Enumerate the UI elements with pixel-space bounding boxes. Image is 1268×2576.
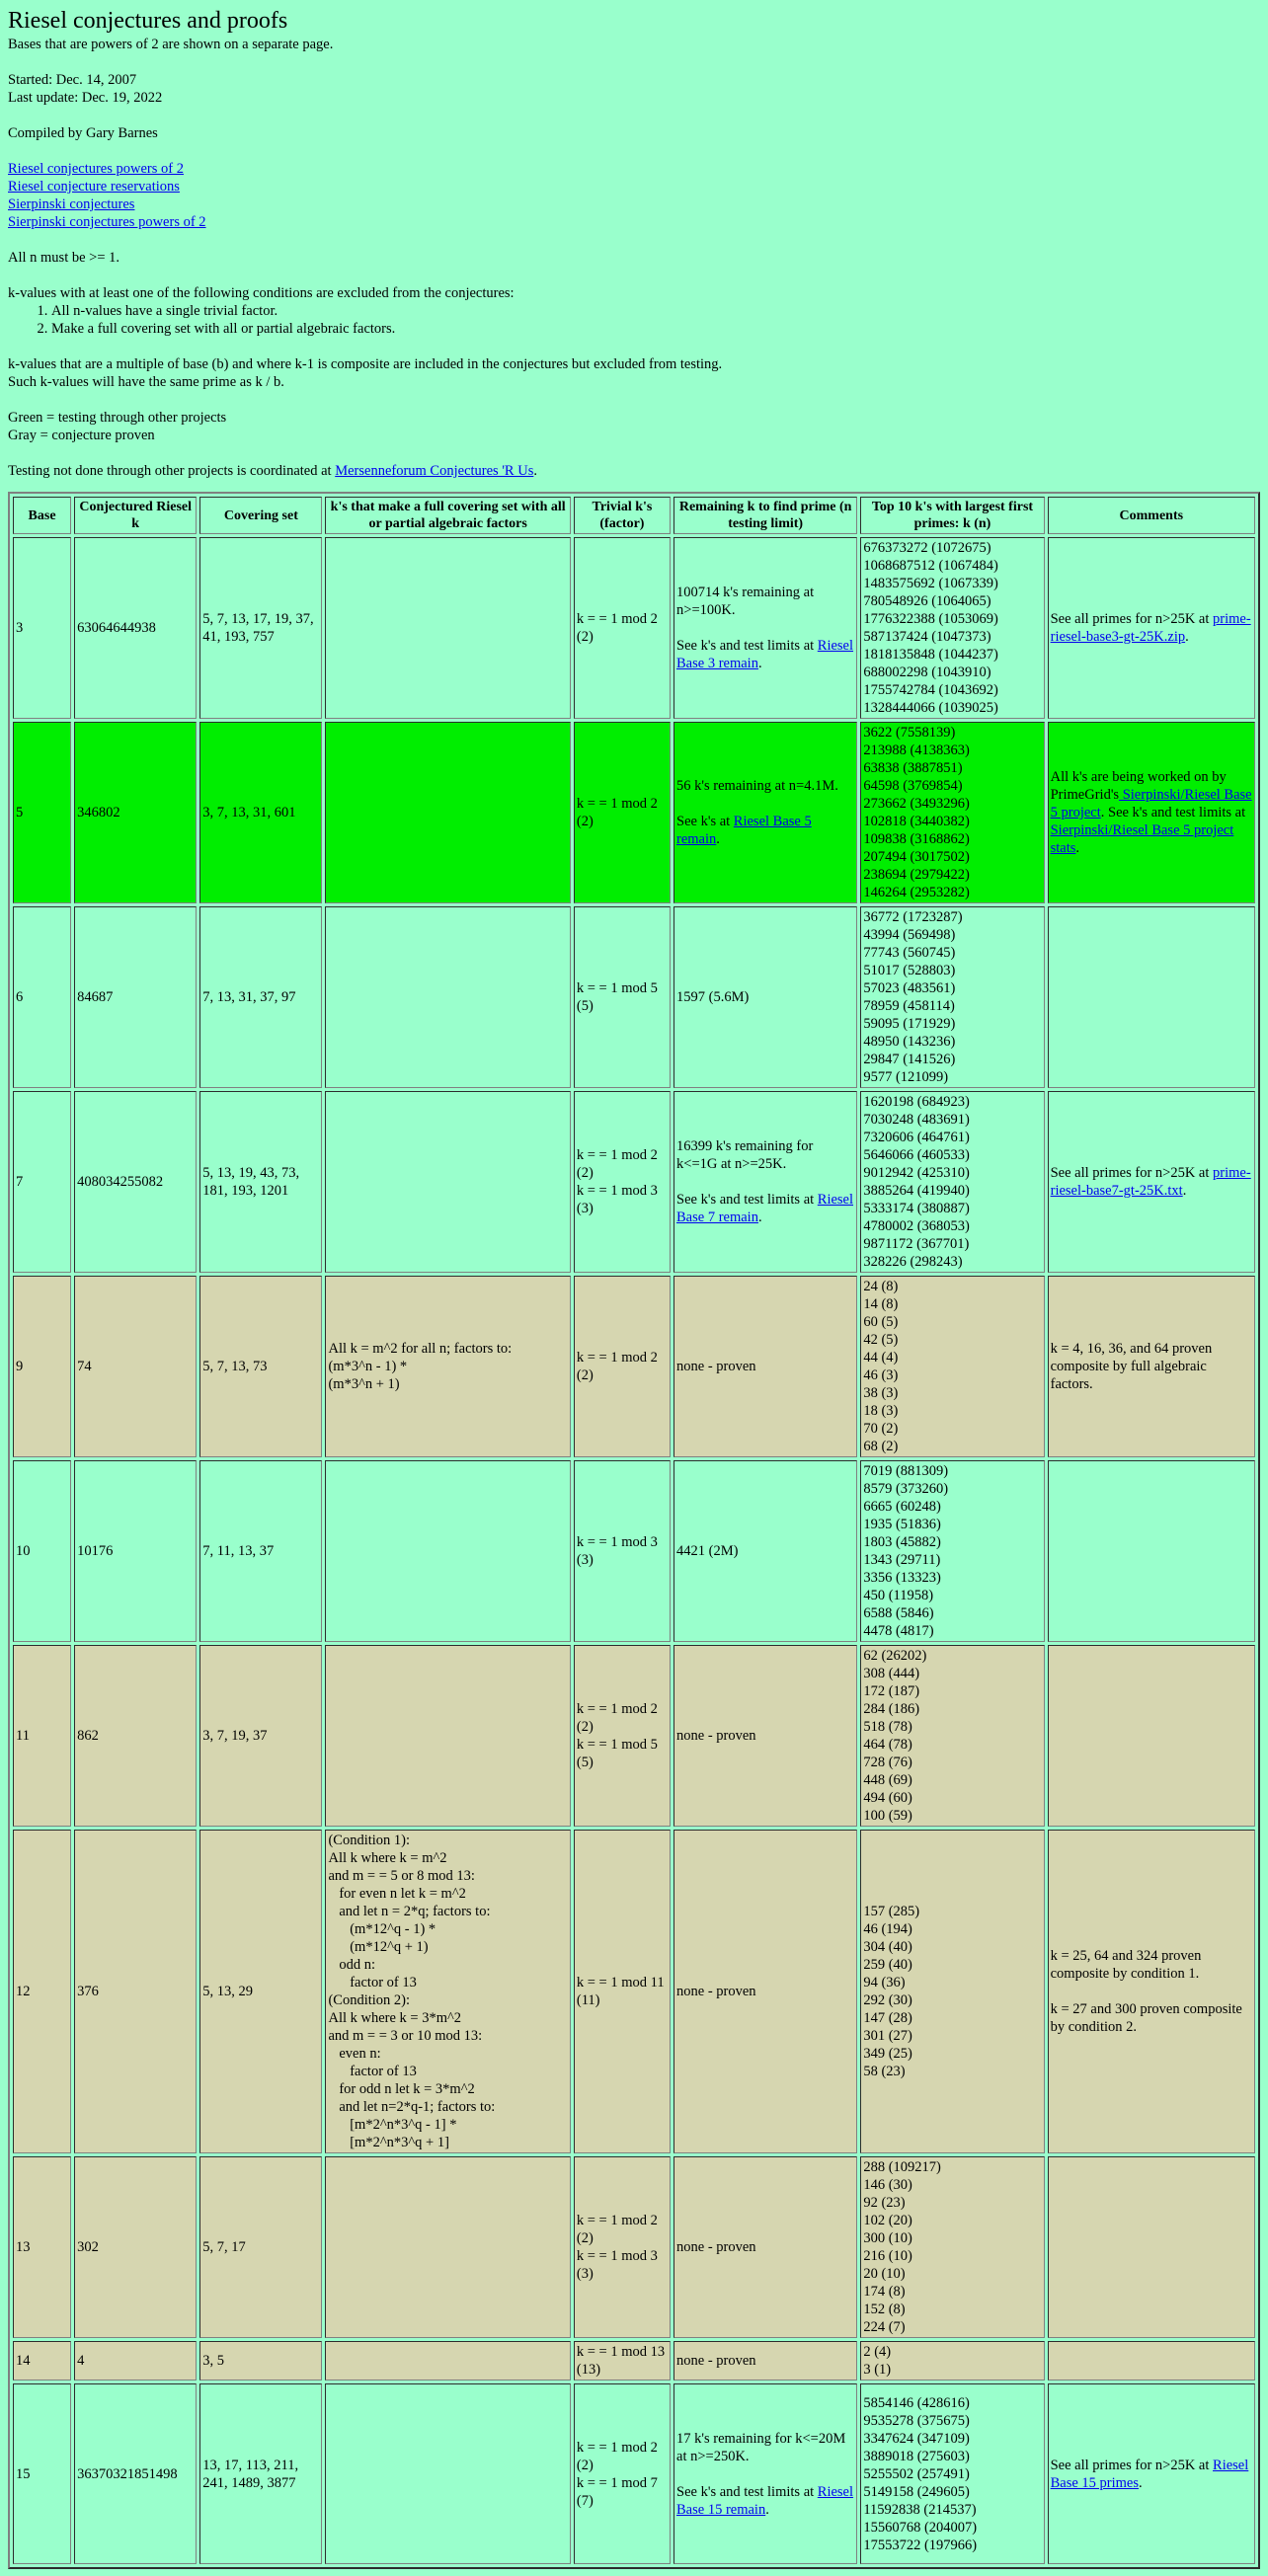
link-remain[interactable]: Riesel Base 3 remain bbox=[676, 638, 854, 671]
cell-remaining: 4421 (2M) bbox=[674, 1460, 857, 1642]
cell-algebraic: All k = m^2 for all n; factors to: (m*3^n - 1) * (m*3^n + 1) bbox=[325, 1276, 570, 1457]
cell-comments bbox=[1048, 1645, 1255, 1827]
legend-green: Green = testing through other projects bbox=[8, 410, 227, 426]
excluded-intro: k-values with at least one of the following conditions are excluded from the conjectures: bbox=[8, 285, 515, 301]
table-row bbox=[13, 1276, 1255, 1457]
cell-comments: All k's are being worked on by PrimeGrid's Sierpinski/Riesel Base 5 project. See k's and test limits at Sierpinski/Riesel Base 5 project stats. bbox=[1048, 722, 1255, 903]
cell-base: 3 bbox=[13, 537, 71, 719]
cell-remaining: 17 k's remaining for k<=20M at n>=250K. See k's and test limits at Riesel Base 15 remain. bbox=[674, 2383, 857, 2564]
cell-base: 11 bbox=[13, 1645, 71, 1827]
cell-k: 408034255082 bbox=[74, 1091, 197, 1273]
cell-remaining: none - proven bbox=[674, 2341, 857, 2381]
link-project-stats[interactable]: Sierpinski/Riesel Base 5 project stats bbox=[1050, 822, 1234, 856]
legend-gray: Gray = conjecture proven bbox=[8, 428, 155, 443]
table-row bbox=[13, 2156, 1255, 2338]
cell-comments: See all primes for n>25K at Riesel Base 15 primes. bbox=[1048, 2383, 1255, 2564]
link-remain[interactable]: Riesel Base 15 remain bbox=[676, 2483, 854, 2518]
cell-k: 36370321851498 bbox=[74, 2383, 197, 2564]
link-primes-file[interactable]: prime-riesel-base7-gt-25K.txt bbox=[1050, 1165, 1251, 1199]
header-remaining: Remaining k to find prime (n testing limit) bbox=[674, 497, 857, 534]
cell-algebraic bbox=[325, 906, 570, 1088]
cell-remaining: 16399 k's remaining for k<=1G at n>=25K. See k's and test limits at Riesel Base 7 remain. bbox=[674, 1091, 857, 1273]
cell-base: 10 bbox=[13, 1460, 71, 1642]
cell-trivial: k = = 1 mod 3 (3) bbox=[574, 1460, 671, 1642]
condition-item: 2. Make a full covering set with all or partial algebraic factors. bbox=[51, 320, 1260, 338]
header-conjectured-k: Conjectured Riesel k bbox=[74, 497, 197, 534]
multiple-note: k-values that are a multiple of base (b) and where k-1 is composite are included in the conjectures but excluded from testing. bbox=[8, 356, 723, 372]
header-base: Base bbox=[13, 497, 71, 534]
cell-trivial: k = = 1 mod 2 (2) k = = 1 mod 5 (5) bbox=[574, 1645, 671, 1827]
table-row bbox=[13, 1091, 1255, 1273]
cell-top10: 24 (8) 14 (8) 60 (5) 42 (5) 44 (4) 46 (3) 38 (3) 18 (3) 70 (2) 68 (2) bbox=[860, 1276, 1044, 1457]
link-primes-file[interactable]: Riesel Base 15 primes bbox=[1050, 2457, 1249, 2491]
cell-remaining: none - proven bbox=[674, 1645, 857, 1827]
cell-k: 74 bbox=[74, 1276, 197, 1457]
cell-trivial: k = = 1 mod 2 (2) k = = 1 mod 7 (7) bbox=[574, 2383, 671, 2564]
header-covering-set: Covering set bbox=[199, 497, 322, 534]
started-date: Started: Dec. 14, 2007 bbox=[8, 72, 137, 88]
cell-comments bbox=[1048, 906, 1255, 1088]
table-header-row bbox=[13, 497, 1255, 534]
page-title: Riesel conjectures and proofs bbox=[8, 8, 288, 34]
cell-trivial: k = = 1 mod 11 (11) bbox=[574, 1830, 671, 2153]
intro-text: Bases that are powers of 2 are shown on a separate page. bbox=[8, 37, 334, 52]
cell-covering: 5, 13, 19, 43, 73, 181, 193, 1201 bbox=[199, 1091, 322, 1273]
cell-base: 14 bbox=[13, 2341, 71, 2381]
cell-covering: 7, 13, 31, 37, 97 bbox=[199, 906, 322, 1088]
cell-algebraic bbox=[325, 2383, 570, 2564]
header-top10: Top 10 k's with largest first primes: k (n) bbox=[860, 497, 1044, 534]
cell-comments: See all primes for n>25K at prime-riesel-base7-gt-25K.txt. bbox=[1048, 1091, 1255, 1273]
cell-top10: 676373272 (1072675) 1068687512 (1067484) 1483575692 (1067339) 780548926 (1064065) 1776322388 (1053069) 587137424 (1047373) 1818135848 (1044237) 688002298 (1043910) 1755742784 (1043692) 1328444066 (1039025) bbox=[860, 537, 1044, 719]
cell-k: 4 bbox=[74, 2341, 197, 2381]
cell-base: 5 bbox=[13, 722, 71, 903]
cell-remaining: none - proven bbox=[674, 1276, 857, 1457]
cell-k: 84687 bbox=[74, 906, 197, 1088]
cell-k: 376 bbox=[74, 1830, 197, 2153]
cell-base: 9 bbox=[13, 1276, 71, 1457]
all-n-note: All n must be >= 1. bbox=[8, 250, 120, 266]
table-row bbox=[13, 906, 1255, 1088]
cell-trivial: k = = 1 mod 5 (5) bbox=[574, 906, 671, 1088]
cell-comments: k = 25, 64 and 324 proven composite by condition 1. k = 27 and 300 proven composite by condition 2. bbox=[1048, 1830, 1255, 2153]
cell-remaining: 100714 k's remaining at n>=100K. See k's and test limits at Riesel Base 3 remain. bbox=[674, 537, 857, 719]
cell-covering: 5, 13, 29 bbox=[199, 1830, 322, 2153]
link-primegrid-project[interactable]: Sierpinski/Riesel Base 5 project bbox=[1050, 787, 1252, 820]
link-riesel-reservations[interactable]: Riesel conjecture reservations bbox=[8, 179, 180, 195]
cell-trivial: k = = 1 mod 13 (13) bbox=[574, 2341, 671, 2381]
cell-k: 302 bbox=[74, 2156, 197, 2338]
cell-top10: 7019 (881309) 8579 (373260) 6665 (60248) 1935 (51836) 1803 (45882) 1343 (29711) 3356 (13323) 450 (11958) 6588 (5846) 4478 (4817) bbox=[860, 1460, 1044, 1642]
cell-covering: 5, 7, 13, 17, 19, 37, 41, 193, 757 bbox=[199, 537, 322, 719]
cell-base: 7 bbox=[13, 1091, 71, 1273]
cell-covering: 7, 11, 13, 37 bbox=[199, 1460, 322, 1642]
cell-algebraic bbox=[325, 1460, 570, 1642]
link-remain[interactable]: Riesel Base 7 remain bbox=[676, 1192, 854, 1225]
conditions-list bbox=[34, 302, 1260, 338]
table-row bbox=[13, 537, 1255, 719]
cell-remaining: 56 k's remaining at n=4.1M. See k's at Riesel Base 5 remain. bbox=[674, 722, 857, 903]
cell-remaining: none - proven bbox=[674, 1830, 857, 2153]
cell-covering: 3, 7, 13, 31, 601 bbox=[199, 722, 322, 903]
cell-remaining: 1597 (5.6M) bbox=[674, 906, 857, 1088]
cell-covering: 13, 17, 113, 211, 241, 1489, 3877 bbox=[199, 2383, 322, 2564]
cell-top10: 1620198 (684923) 7030248 (483691) 7320606 (464761) 5646066 (460533) 9012942 (425310) 3885264 (419940) 5333174 (380887) 4780002 (368053) 9871172 (367701) 328226 (298243) bbox=[860, 1091, 1044, 1273]
cell-comments bbox=[1048, 2156, 1255, 2338]
cell-k: 346802 bbox=[74, 722, 197, 903]
cell-base: 15 bbox=[13, 2383, 71, 2564]
cell-algebraic bbox=[325, 722, 570, 903]
conjectures-table bbox=[8, 492, 1260, 2569]
cell-comments bbox=[1048, 2341, 1255, 2381]
cell-algebraic bbox=[325, 2156, 570, 2338]
table-row bbox=[13, 1460, 1255, 1642]
cell-k: 862 bbox=[74, 1645, 197, 1827]
link-riesel-powers-of-2[interactable]: Riesel conjectures powers of 2 bbox=[8, 161, 184, 177]
cell-k: 63064644938 bbox=[74, 537, 197, 719]
cell-top10: 5854146 (428616) 9535278 (375675) 3347624 (347109) 3889018 (275603) 5255502 (257491) 5149158 (249605) 11592838 (214537) 15560768 (204007) 17553722 (197966) bbox=[860, 2383, 1044, 2564]
header-comments: Comments bbox=[1048, 497, 1255, 534]
cell-trivial: k = = 1 mod 2 (2) k = = 1 mod 3 (3) bbox=[574, 2156, 671, 2338]
link-mersenneforum[interactable]: Mersenneforum Conjectures 'R Us bbox=[335, 463, 534, 479]
table-row bbox=[13, 1830, 1255, 2153]
header-algebraic: k's that make a full covering set with all or partial algebraic factors bbox=[325, 497, 570, 534]
coordination-note: Testing not done through other projects is coordinated at Mersenneforum Conjectures 'R Us. bbox=[8, 463, 537, 479]
compiled-by: Compiled by Gary Barnes bbox=[8, 125, 158, 141]
link-remain[interactable]: Riesel Base 5 remain bbox=[676, 814, 812, 847]
cell-base: 12 bbox=[13, 1830, 71, 2153]
multiple-note-2: Such k-values will have the same prime as k / b. bbox=[8, 374, 284, 390]
cell-comments bbox=[1048, 1460, 1255, 1642]
cell-algebraic bbox=[325, 1645, 570, 1827]
link-sierpinski-conjectures[interactable]: Sierpinski conjectures bbox=[8, 196, 135, 212]
cell-top10: 3622 (7558139) 213988 (4138363) 63838 (3887851) 64598 (3769854) 273662 (3493296) 102818 (3440382) 109838 (3168862) 207494 (3017502) 238694 (2979422) 146264 (2953282) bbox=[860, 722, 1044, 903]
cell-algebraic bbox=[325, 2341, 570, 2381]
cell-covering: 3, 5 bbox=[199, 2341, 322, 2381]
cell-covering: 3, 7, 19, 37 bbox=[199, 1645, 322, 1827]
table-row bbox=[13, 2341, 1255, 2381]
link-primes-file[interactable]: prime-riesel-base3-gt-25K.zip bbox=[1050, 611, 1251, 645]
last-update-date: Last update: Dec. 19, 2022 bbox=[8, 90, 163, 106]
cell-top10: 2 (4) 3 (1) bbox=[860, 2341, 1044, 2381]
cell-top10: 36772 (1723287) 43994 (569498) 77743 (560745) 51017 (528803) 57023 (483561) 78959 (458114) 59095 (171929) 48950 (143236) 29847 (141526) 9577 (121099) bbox=[860, 906, 1044, 1088]
cell-trivial: k = = 1 mod 2 (2) bbox=[574, 537, 671, 719]
table-row bbox=[13, 722, 1255, 903]
cell-top10: 288 (109217) 146 (30) 92 (23) 102 (20) 300 (10) 216 (10) 20 (10) 174 (8) 152 (8) 224 (7) bbox=[860, 2156, 1044, 2338]
cell-top10: 62 (26202) 308 (444) 172 (187) 284 (186) 518 (78) 464 (78) 728 (76) 448 (69) 494 (60) 100 (59) bbox=[860, 1645, 1044, 1827]
cell-algebraic bbox=[325, 1091, 570, 1273]
link-sierpinski-powers-of-2[interactable]: Sierpinski conjectures powers of 2 bbox=[8, 214, 206, 230]
cell-algebraic bbox=[325, 537, 570, 719]
cell-trivial: k = = 1 mod 2 (2) k = = 1 mod 3 (3) bbox=[574, 1091, 671, 1273]
table-row bbox=[13, 2383, 1255, 2564]
cell-top10: 157 (285) 46 (194) 304 (40) 259 (40) 94 (36) 292 (30) 147 (28) 301 (27) 349 (25) 58 (23) bbox=[860, 1830, 1044, 2153]
header-trivial: Trivial k's (factor) bbox=[574, 497, 671, 534]
cell-trivial: k = = 1 mod 2 (2) bbox=[574, 722, 671, 903]
cell-comments: See all primes for n>25K at prime-riesel-base3-gt-25K.zip. bbox=[1048, 537, 1255, 719]
condition-item: 1. All n-values have a single trivial factor. bbox=[51, 302, 1260, 320]
cell-remaining: none - proven bbox=[674, 2156, 857, 2338]
cell-base: 13 bbox=[13, 2156, 71, 2338]
cell-covering: 5, 7, 17 bbox=[199, 2156, 322, 2338]
cell-algebraic: (Condition 1): All k where k = m^2 and m = = 5 or 8 mod 13: for even n let k = m^2 and let n = 2*q; factors to: (m*12^q - 1) * (m*12^q + 1) odd n: factor of 13 (Condition 2): All k where k = 3*m^2 and m = = 3 or 10 mod 13: even n: factor of 13 for odd n let k = 3*m^2 and let n=2*q-1; factors to: [m*2^n*3^q - 1] * [m*2^n*3^q + 1] bbox=[325, 1830, 570, 2153]
cell-base: 6 bbox=[13, 906, 71, 1088]
cell-covering: 5, 7, 13, 73 bbox=[199, 1276, 322, 1457]
cell-comments: k = 4, 16, 36, and 64 proven composite by full algebraic factors. bbox=[1048, 1276, 1255, 1457]
table-row bbox=[13, 1645, 1255, 1827]
cell-trivial: k = = 1 mod 2 (2) bbox=[574, 1276, 671, 1457]
cell-k: 10176 bbox=[74, 1460, 197, 1642]
